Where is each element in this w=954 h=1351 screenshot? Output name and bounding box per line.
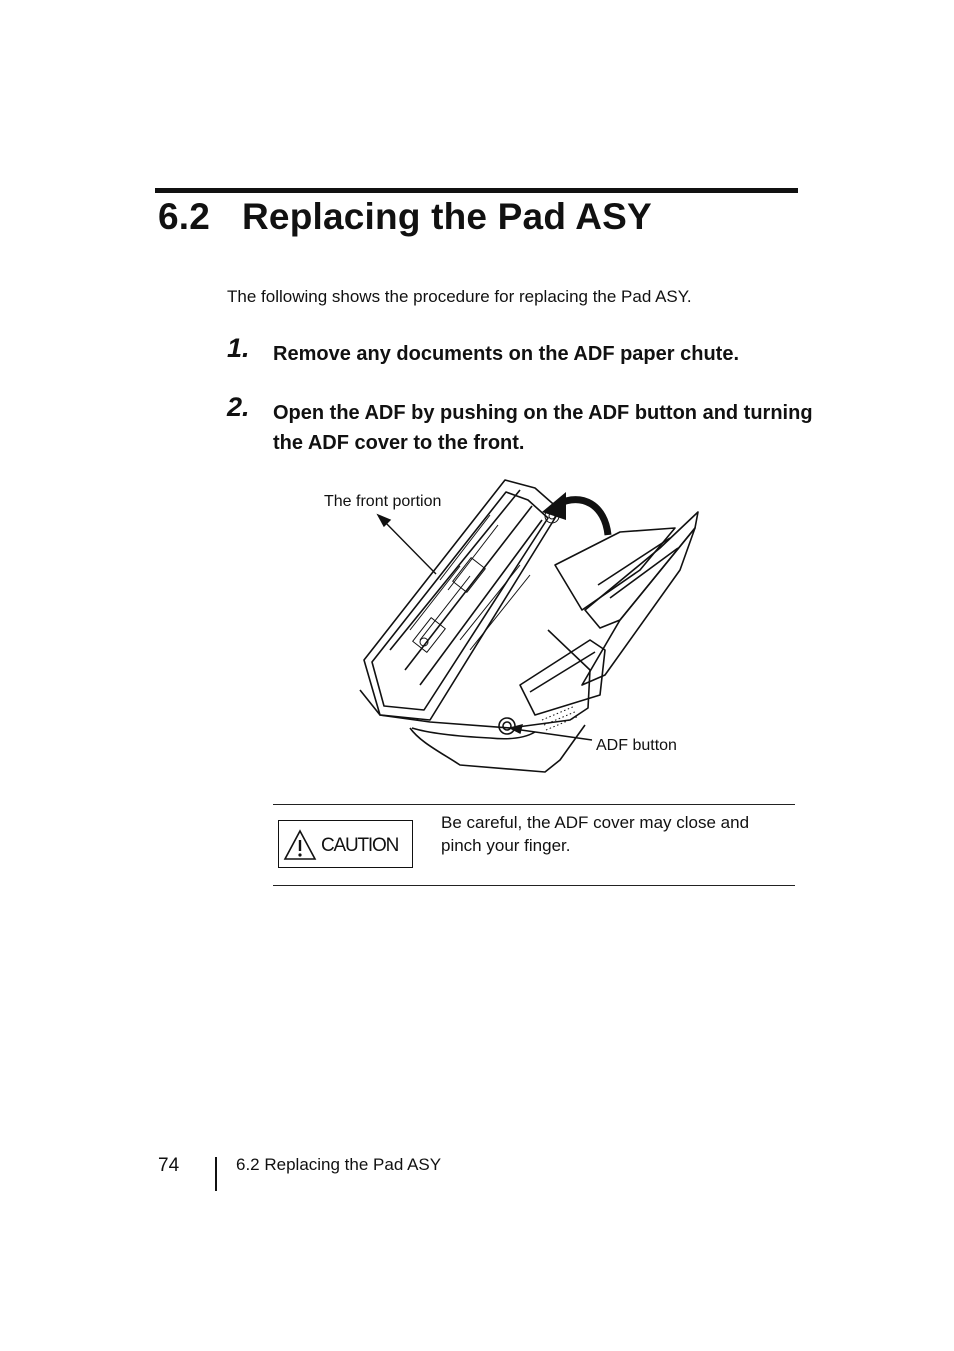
scanner-adf-open-illustration <box>320 470 720 775</box>
caution-bottom-rule <box>273 885 795 886</box>
footer-section-title: 6.2 Replacing the Pad ASY <box>236 1155 442 1174</box>
warning-triangle-icon <box>283 829 317 861</box>
intro-paragraph: The following shows the procedure for replacing the Pad ASY. <box>227 287 692 306</box>
caution-label: CAUTION <box>321 835 399 856</box>
section-title: Replacing the Pad ASY <box>242 196 652 237</box>
caution-text: Be careful, the ADF cover may close and pinch your finger. <box>441 813 750 855</box>
step-number: 1. <box>227 333 250 363</box>
label-adf-button: ADF button <box>596 737 677 754</box>
section-top-rule <box>155 188 798 193</box>
step-text: Remove any documents on the ADF paper chute. <box>273 343 740 365</box>
caution-top-rule <box>273 804 795 805</box>
page-number: 74 <box>158 1155 180 1176</box>
step-text: Open the ADF by pushing on the ADF button and turning the ADF cover to the front. <box>273 402 813 454</box>
caution-badge <box>278 820 413 868</box>
section-number: 6.2 <box>158 196 211 237</box>
label-front-portion: The front portion <box>324 493 442 510</box>
footer-divider <box>215 1157 217 1191</box>
step-number: 2. <box>227 392 250 422</box>
section-heading <box>158 196 652 238</box>
